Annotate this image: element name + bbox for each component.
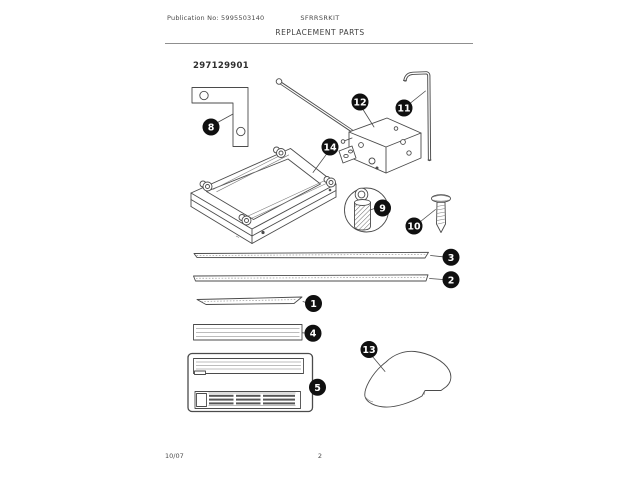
model-code: SFRRSRKIT: [300, 14, 340, 22]
part-8-corner-bracket: [192, 88, 248, 147]
callout-11-number: 11: [397, 103, 411, 115]
part-2-trim-strip-long-bottom: [194, 275, 429, 281]
callout-8-number: 8: [207, 122, 215, 134]
callout-1-number: 1: [310, 299, 317, 310]
section-title: REPLACEMENT PARTS: [275, 28, 365, 37]
part-4-grille-strip: [194, 325, 303, 341]
callout-8: [203, 114, 233, 135]
part-10-screw: [432, 195, 451, 233]
callout-12-number: 12: [353, 97, 367, 109]
callout-10: [406, 210, 436, 235]
callout-1: [303, 296, 322, 312]
callout-5-number: 5: [314, 382, 321, 394]
callout-14-number: 14: [323, 142, 337, 154]
callout-4: [303, 325, 322, 341]
part-13-end-cap: [365, 351, 451, 407]
footer-page-number: 2: [317, 452, 323, 460]
callout-3: [431, 249, 460, 265]
callout-4-number: 4: [309, 328, 317, 340]
part-5-kickplate-panel: [188, 354, 313, 412]
vent-slats: [209, 395, 295, 405]
callout-2: [430, 272, 460, 288]
callout-5: [310, 379, 326, 395]
part-14-roller-frame: [191, 147, 336, 244]
diagram-number: 297129901: [193, 61, 249, 71]
callout-10-number: 10: [407, 221, 421, 233]
callout-14: [313, 139, 338, 173]
part-1-trim-strip-short: [197, 297, 302, 305]
callout-13-number: 13: [362, 345, 376, 356]
footer-date-code: 10/07: [165, 452, 184, 460]
part-3-trim-strip-long-top: [194, 252, 429, 258]
callout-13: [361, 342, 385, 372]
callout-12: [352, 94, 374, 127]
callout-2-number: 2: [447, 275, 455, 287]
callout-3-number: 3: [447, 252, 455, 264]
callout-11: [396, 91, 426, 116]
callout-9-number: 9: [379, 203, 386, 215]
publication-number: Publication No: 5995503140: [167, 14, 265, 22]
